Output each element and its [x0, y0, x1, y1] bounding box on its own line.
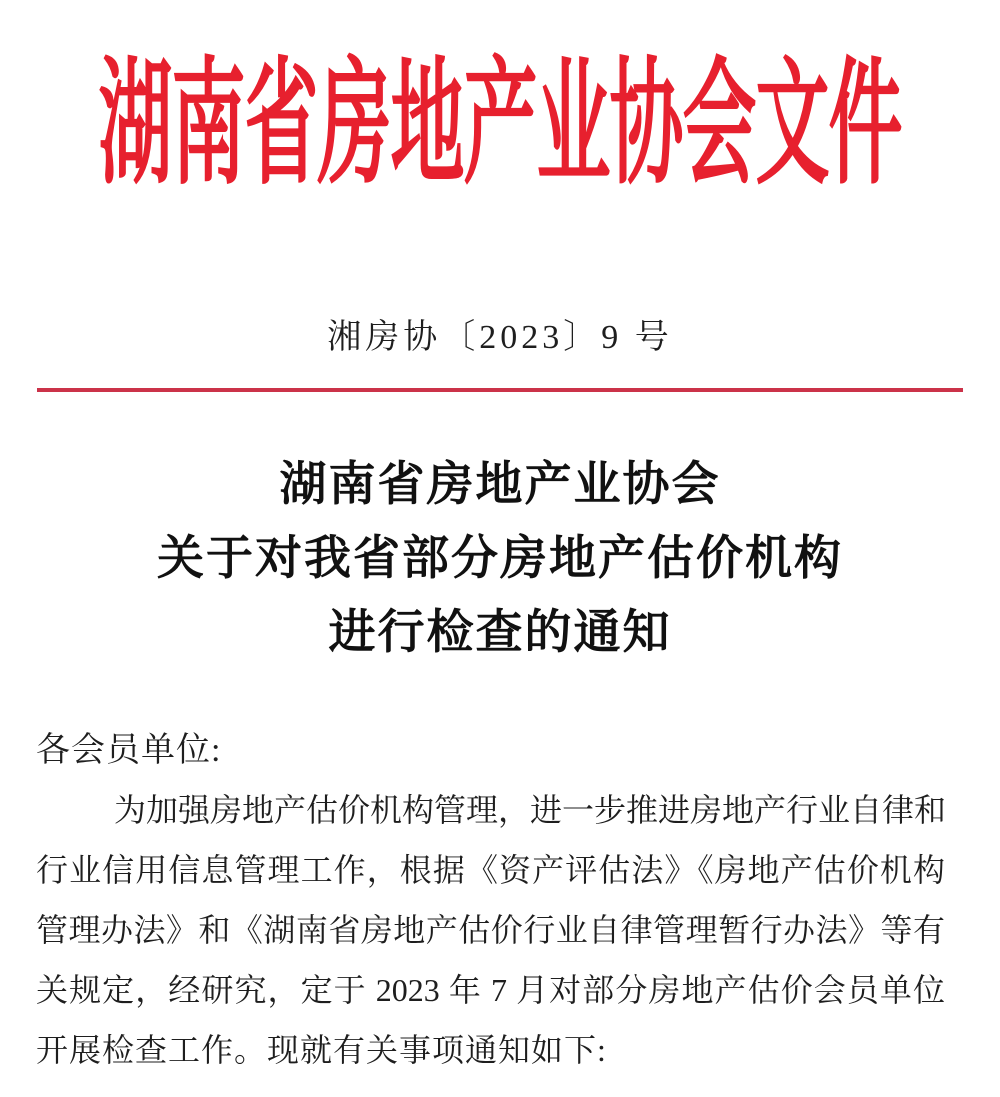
notice-title-line-1: 湖南省房地产业协会 — [279, 459, 721, 511]
body-line: 为加强房地产估价机构管理，进一步推进房地产行业自律和 — [114, 792, 947, 828]
body-line: 关规定，经研究，定于 2023 年 7 月对部分房地产估价会员单位 — [36, 972, 945, 1008]
salutation: 各会员单位: — [36, 732, 222, 769]
body-line: 行业信用信息管理工作，根据《资产评估法》《房地产估价机构 — [36, 852, 945, 888]
notice-title — [0, 448, 1000, 670]
red-divider-rule — [37, 388, 963, 392]
letterhead-title: 湖南省房地产业协会文件 — [98, 50, 902, 203]
body-line: 管理办法》和《湖南省房地产估价行业自律管理暂行办法》等有 — [36, 912, 945, 948]
notice-title-line-2: 关于对我省部分房地产估价机构 — [157, 533, 843, 585]
notice-title-line-3: 进行检查的通知 — [328, 607, 672, 659]
document-number: 湘房协〔2023〕9 号 — [327, 319, 673, 356]
body-line: 开展检查工作。现就有关事项通知如下: — [36, 1032, 607, 1068]
body-paragraph — [36, 780, 945, 1080]
letterhead-banner — [0, 50, 1000, 203]
